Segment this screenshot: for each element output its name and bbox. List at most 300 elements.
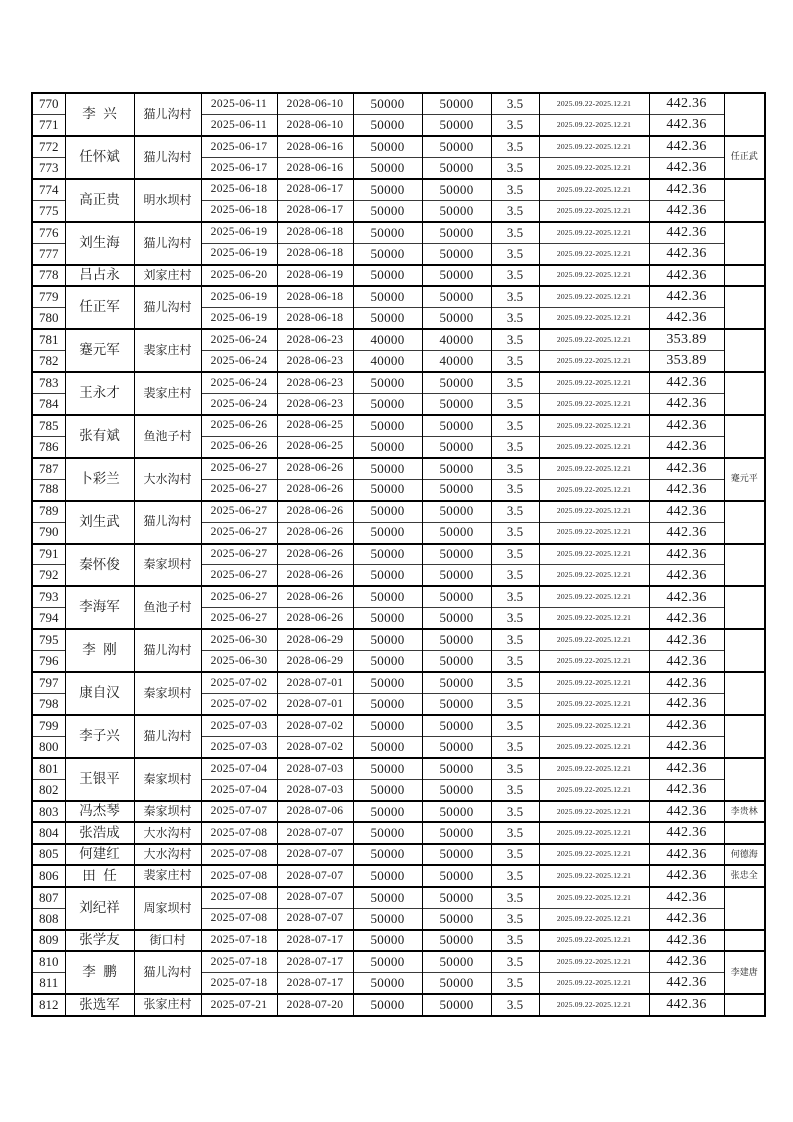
loan-start-date-cell: 2025-06-19	[201, 286, 277, 307]
loan-amount-cell: 50000	[353, 780, 422, 801]
interest-period-cell: 2025.09.22-2025.12.21	[539, 737, 649, 758]
interest-rate-cell: 3.5	[491, 780, 539, 801]
loan-amount-cell: 50000	[353, 994, 422, 1016]
guarantor-name-cell: 何德海	[724, 844, 765, 865]
interest-amount-cell: 442.36	[649, 801, 724, 822]
guarantor-name-cell	[724, 586, 765, 629]
borrower-name-cell: 康自汉	[65, 672, 134, 715]
interest-period-cell: 2025.09.22-2025.12.21	[539, 544, 649, 565]
row-number-cell: 775	[32, 200, 65, 221]
loan-end-date-cell: 2028-07-06	[277, 801, 353, 822]
interest-amount-cell: 353.89	[649, 350, 724, 371]
loan-balance-cell: 50000	[422, 179, 491, 200]
loan-amount-cell: 50000	[353, 522, 422, 543]
table-row	[32, 222, 765, 243]
loan-amount-cell: 50000	[353, 715, 422, 736]
interest-rate-cell: 3.5	[491, 393, 539, 414]
loan-end-date-cell: 2028-07-07	[277, 887, 353, 908]
loan-balance-cell: 50000	[422, 758, 491, 779]
interest-amount-cell: 442.36	[649, 200, 724, 221]
interest-rate-cell: 3.5	[491, 887, 539, 908]
loan-amount-cell: 50000	[353, 458, 422, 479]
interest-amount-cell: 442.36	[649, 930, 724, 951]
loan-start-date-cell: 2025-06-19	[201, 222, 277, 243]
table-row	[32, 286, 765, 307]
borrower-name-cell: 吕占永	[65, 265, 134, 286]
interest-period-cell: 2025.09.22-2025.12.21	[539, 265, 649, 286]
row-number-cell: 807	[32, 887, 65, 908]
interest-period-cell: 2025.09.22-2025.12.21	[539, 951, 649, 972]
loan-start-date-cell: 2025-06-27	[201, 479, 277, 500]
row-number-cell: 804	[32, 822, 65, 843]
loan-start-date-cell: 2025-07-08	[201, 908, 277, 929]
interest-rate-cell: 3.5	[491, 672, 539, 693]
loan-balance-cell: 50000	[422, 737, 491, 758]
row-number-cell: 811	[32, 973, 65, 994]
interest-amount-cell: 442.36	[649, 780, 724, 801]
loan-end-date-cell: 2028-06-18	[277, 308, 353, 329]
row-number-cell: 773	[32, 157, 65, 178]
interest-rate-cell: 3.5	[491, 458, 539, 479]
table-body	[32, 93, 765, 1016]
interest-amount-cell: 442.36	[649, 758, 724, 779]
interest-rate-cell: 3.5	[491, 136, 539, 157]
row-number-cell: 789	[32, 501, 65, 522]
interest-amount-cell: 442.36	[649, 393, 724, 414]
guarantor-name-cell	[724, 501, 765, 544]
row-number-cell: 781	[32, 329, 65, 350]
table-row	[32, 179, 765, 200]
borrower-name-cell: 何建红	[65, 844, 134, 865]
guarantor-name-cell: 任正武	[724, 136, 765, 179]
table-row	[32, 372, 765, 393]
village-name-cell: 裴家庄村	[134, 329, 201, 372]
table-row	[32, 801, 765, 822]
village-name-cell: 大水沟村	[134, 822, 201, 843]
interest-rate-cell: 3.5	[491, 715, 539, 736]
borrower-name-cell: 蹇元军	[65, 329, 134, 372]
loan-end-date-cell: 2028-06-17	[277, 179, 353, 200]
loan-amount-cell: 50000	[353, 608, 422, 629]
guarantor-name-cell	[724, 179, 765, 222]
loan-end-date-cell: 2028-07-17	[277, 973, 353, 994]
loan-start-date-cell: 2025-07-08	[201, 887, 277, 908]
loan-end-date-cell: 2028-07-03	[277, 758, 353, 779]
loan-amount-cell: 50000	[353, 265, 422, 286]
interest-period-cell: 2025.09.22-2025.12.21	[539, 994, 649, 1016]
interest-amount-cell: 442.36	[649, 265, 724, 286]
interest-amount-cell: 442.36	[649, 865, 724, 886]
loan-amount-cell: 50000	[353, 393, 422, 414]
interest-rate-cell: 3.5	[491, 651, 539, 672]
village-name-cell: 猫儿沟村	[134, 951, 201, 994]
loan-balance-cell: 40000	[422, 350, 491, 371]
loan-amount-cell: 50000	[353, 222, 422, 243]
interest-rate-cell: 3.5	[491, 758, 539, 779]
loan-balance-cell: 50000	[422, 544, 491, 565]
interest-period-cell: 2025.09.22-2025.12.21	[539, 565, 649, 586]
loan-amount-cell: 50000	[353, 822, 422, 843]
interest-rate-cell: 3.5	[491, 501, 539, 522]
loan-amount-cell: 50000	[353, 157, 422, 178]
loan-start-date-cell: 2025-07-02	[201, 672, 277, 693]
loan-start-date-cell: 2025-06-27	[201, 608, 277, 629]
interest-period-cell: 2025.09.22-2025.12.21	[539, 415, 649, 436]
interest-period-cell: 2025.09.22-2025.12.21	[539, 479, 649, 500]
row-number-cell: 790	[32, 522, 65, 543]
interest-period-cell: 2025.09.22-2025.12.21	[539, 372, 649, 393]
loan-start-date-cell: 2025-06-11	[201, 93, 277, 114]
guarantor-name-cell	[724, 887, 765, 930]
interest-amount-cell: 442.36	[649, 544, 724, 565]
guarantor-name-cell	[724, 372, 765, 415]
interest-amount-cell: 442.36	[649, 114, 724, 135]
loan-end-date-cell: 2028-06-18	[277, 222, 353, 243]
loan-end-date-cell: 2028-06-25	[277, 436, 353, 457]
village-name-cell: 猫儿沟村	[134, 136, 201, 179]
interest-rate-cell: 3.5	[491, 350, 539, 371]
row-number-cell: 792	[32, 565, 65, 586]
interest-amount-cell: 442.36	[649, 157, 724, 178]
loan-amount-cell: 50000	[353, 629, 422, 650]
loan-balance-cell: 50000	[422, 844, 491, 865]
interest-amount-cell: 442.36	[649, 179, 724, 200]
loan-end-date-cell: 2028-06-16	[277, 136, 353, 157]
borrower-name-cell: 刘纪祥	[65, 887, 134, 930]
loan-end-date-cell: 2028-07-20	[277, 994, 353, 1016]
loan-balance-cell: 50000	[422, 308, 491, 329]
row-number-cell: 800	[32, 737, 65, 758]
interest-amount-cell: 442.36	[649, 222, 724, 243]
loan-start-date-cell: 2025-07-08	[201, 822, 277, 843]
table-row	[32, 265, 765, 286]
table-row	[32, 930, 765, 951]
interest-rate-cell: 3.5	[491, 844, 539, 865]
interest-amount-cell: 442.36	[649, 973, 724, 994]
interest-period-cell: 2025.09.22-2025.12.21	[539, 651, 649, 672]
loan-end-date-cell: 2028-06-18	[277, 243, 353, 264]
interest-rate-cell: 3.5	[491, 737, 539, 758]
borrower-name-cell: 张学友	[65, 930, 134, 951]
interest-period-cell: 2025.09.22-2025.12.21	[539, 715, 649, 736]
loan-amount-cell: 50000	[353, 243, 422, 264]
village-name-cell: 秦家坝村	[134, 672, 201, 715]
table-row	[32, 672, 765, 693]
village-name-cell: 猫儿沟村	[134, 715, 201, 758]
interest-amount-cell: 442.36	[649, 715, 724, 736]
village-name-cell: 裴家庄村	[134, 865, 201, 886]
interest-period-cell: 2025.09.22-2025.12.21	[539, 136, 649, 157]
interest-period-cell: 2025.09.22-2025.12.21	[539, 222, 649, 243]
interest-amount-cell: 442.36	[649, 822, 724, 843]
loan-amount-cell: 50000	[353, 758, 422, 779]
row-number-cell: 799	[32, 715, 65, 736]
loan-balance-cell: 50000	[422, 222, 491, 243]
row-number-cell: 782	[32, 350, 65, 371]
loan-start-date-cell: 2025-06-24	[201, 393, 277, 414]
interest-amount-cell: 442.36	[649, 458, 724, 479]
loan-start-date-cell: 2025-06-24	[201, 329, 277, 350]
loan-end-date-cell: 2028-07-07	[277, 822, 353, 843]
interest-period-cell: 2025.09.22-2025.12.21	[539, 930, 649, 951]
loan-end-date-cell: 2028-06-18	[277, 286, 353, 307]
loan-balance-cell: 50000	[422, 715, 491, 736]
village-name-cell: 秦家坝村	[134, 801, 201, 822]
interest-rate-cell: 3.5	[491, 436, 539, 457]
interest-amount-cell: 442.36	[649, 844, 724, 865]
loan-start-date-cell: 2025-06-19	[201, 243, 277, 264]
guarantor-name-cell: 李建唐	[724, 951, 765, 994]
loan-amount-cell: 50000	[353, 908, 422, 929]
loan-start-date-cell: 2025-06-18	[201, 179, 277, 200]
guarantor-name-cell	[724, 222, 765, 265]
guarantor-name-cell	[724, 544, 765, 587]
loan-balance-cell: 50000	[422, 265, 491, 286]
row-number-cell: 786	[32, 436, 65, 457]
interest-rate-cell: 3.5	[491, 951, 539, 972]
loan-start-date-cell: 2025-07-04	[201, 758, 277, 779]
table-row	[32, 586, 765, 607]
loan-amount-cell: 50000	[353, 951, 422, 972]
village-name-cell: 刘家庄村	[134, 265, 201, 286]
loan-amount-cell: 50000	[353, 565, 422, 586]
loan-start-date-cell: 2025-06-17	[201, 157, 277, 178]
borrower-name-cell: 李鹏	[65, 951, 134, 994]
loan-end-date-cell: 2028-07-02	[277, 737, 353, 758]
loan-amount-cell: 50000	[353, 544, 422, 565]
loan-end-date-cell: 2028-07-01	[277, 694, 353, 715]
loan-end-date-cell: 2028-06-26	[277, 565, 353, 586]
village-name-cell: 明水坝村	[134, 179, 201, 222]
interest-rate-cell: 3.5	[491, 415, 539, 436]
village-name-cell: 鱼池子村	[134, 415, 201, 458]
row-number-cell: 796	[32, 651, 65, 672]
row-number-cell: 805	[32, 844, 65, 865]
interest-period-cell: 2025.09.22-2025.12.21	[539, 586, 649, 607]
loan-balance-cell: 50000	[422, 908, 491, 929]
interest-rate-cell: 3.5	[491, 200, 539, 221]
interest-period-cell: 2025.09.22-2025.12.21	[539, 865, 649, 886]
interest-rate-cell: 3.5	[491, 973, 539, 994]
interest-period-cell: 2025.09.22-2025.12.21	[539, 672, 649, 693]
table-row	[32, 629, 765, 650]
loan-balance-cell: 50000	[422, 994, 491, 1016]
interest-period-cell: 2025.09.22-2025.12.21	[539, 436, 649, 457]
interest-rate-cell: 3.5	[491, 479, 539, 500]
village-name-cell: 街口村	[134, 930, 201, 951]
interest-amount-cell: 442.36	[649, 887, 724, 908]
interest-period-cell: 2025.09.22-2025.12.21	[539, 801, 649, 822]
loan-amount-cell: 50000	[353, 479, 422, 500]
village-name-cell: 猫儿沟村	[134, 286, 201, 329]
table-row	[32, 544, 765, 565]
loan-balance-cell: 50000	[422, 415, 491, 436]
row-number-cell: 802	[32, 780, 65, 801]
interest-amount-cell: 442.36	[649, 522, 724, 543]
loan-balance-cell: 50000	[422, 522, 491, 543]
borrower-name-cell: 任正军	[65, 286, 134, 329]
table-row	[32, 415, 765, 436]
loan-records-table	[31, 92, 766, 1017]
loan-end-date-cell: 2028-06-29	[277, 629, 353, 650]
loan-balance-cell: 50000	[422, 780, 491, 801]
loan-start-date-cell: 2025-06-27	[201, 458, 277, 479]
loan-amount-cell: 50000	[353, 436, 422, 457]
loan-amount-cell: 50000	[353, 136, 422, 157]
interest-period-cell: 2025.09.22-2025.12.21	[539, 844, 649, 865]
row-number-cell: 809	[32, 930, 65, 951]
interest-amount-cell: 442.36	[649, 586, 724, 607]
loan-balance-cell: 50000	[422, 865, 491, 886]
loan-end-date-cell: 2028-06-25	[277, 415, 353, 436]
interest-amount-cell: 442.36	[649, 372, 724, 393]
borrower-name-cell: 张浩成	[65, 822, 134, 843]
row-number-cell: 810	[32, 951, 65, 972]
interest-period-cell: 2025.09.22-2025.12.21	[539, 629, 649, 650]
loan-start-date-cell: 2025-07-07	[201, 801, 277, 822]
row-number-cell: 772	[32, 136, 65, 157]
interest-period-cell: 2025.09.22-2025.12.21	[539, 973, 649, 994]
interest-rate-cell: 3.5	[491, 565, 539, 586]
interest-rate-cell: 3.5	[491, 822, 539, 843]
village-name-cell: 秦家坝村	[134, 758, 201, 801]
table-row	[32, 865, 765, 886]
guarantor-name-cell	[724, 672, 765, 715]
borrower-name-cell: 任怀斌	[65, 136, 134, 179]
loan-end-date-cell: 2028-06-26	[277, 522, 353, 543]
loan-amount-cell: 50000	[353, 501, 422, 522]
table-row	[32, 458, 765, 479]
loan-start-date-cell: 2025-07-08	[201, 865, 277, 886]
loan-start-date-cell: 2025-06-27	[201, 586, 277, 607]
table-row	[32, 136, 765, 157]
interest-period-cell: 2025.09.22-2025.12.21	[539, 114, 649, 135]
loan-start-date-cell: 2025-06-24	[201, 350, 277, 371]
row-number-cell: 793	[32, 586, 65, 607]
row-number-cell: 771	[32, 114, 65, 135]
interest-rate-cell: 3.5	[491, 308, 539, 329]
guarantor-name-cell	[724, 329, 765, 372]
guarantor-name-cell	[724, 822, 765, 843]
village-name-cell: 秦家坝村	[134, 544, 201, 587]
village-name-cell: 张家庄村	[134, 994, 201, 1016]
guarantor-name-cell	[724, 93, 765, 136]
interest-period-cell: 2025.09.22-2025.12.21	[539, 329, 649, 350]
borrower-name-cell: 李子兴	[65, 715, 134, 758]
interest-amount-cell: 442.36	[649, 994, 724, 1016]
interest-rate-cell: 3.5	[491, 629, 539, 650]
loan-balance-cell: 40000	[422, 329, 491, 350]
interest-rate-cell: 3.5	[491, 243, 539, 264]
loan-balance-cell: 50000	[422, 479, 491, 500]
village-name-cell: 猫儿沟村	[134, 629, 201, 672]
borrower-name-cell: 冯杰琴	[65, 801, 134, 822]
table-row	[32, 93, 765, 114]
loan-balance-cell: 50000	[422, 157, 491, 178]
loan-end-date-cell: 2028-06-26	[277, 479, 353, 500]
loan-start-date-cell: 2025-07-03	[201, 715, 277, 736]
loan-start-date-cell: 2025-06-27	[201, 501, 277, 522]
interest-period-cell: 2025.09.22-2025.12.21	[539, 887, 649, 908]
interest-amount-cell: 442.36	[649, 951, 724, 972]
loan-balance-cell: 50000	[422, 393, 491, 414]
loan-amount-cell: 50000	[353, 887, 422, 908]
loan-start-date-cell: 2025-06-27	[201, 522, 277, 543]
loan-start-date-cell: 2025-07-04	[201, 780, 277, 801]
loan-start-date-cell: 2025-07-18	[201, 973, 277, 994]
loan-balance-cell: 50000	[422, 136, 491, 157]
loan-end-date-cell: 2028-06-23	[277, 350, 353, 371]
row-number-cell: 812	[32, 994, 65, 1016]
table-row	[32, 758, 765, 779]
loan-amount-cell: 50000	[353, 200, 422, 221]
loan-start-date-cell: 2025-07-03	[201, 737, 277, 758]
interest-period-cell: 2025.09.22-2025.12.21	[539, 179, 649, 200]
loan-balance-cell: 50000	[422, 586, 491, 607]
interest-period-cell: 2025.09.22-2025.12.21	[539, 243, 649, 264]
loan-balance-cell: 50000	[422, 930, 491, 951]
loan-amount-cell: 50000	[353, 586, 422, 607]
loan-balance-cell: 50000	[422, 565, 491, 586]
loan-end-date-cell: 2028-07-03	[277, 780, 353, 801]
loan-amount-cell: 50000	[353, 372, 422, 393]
interest-period-cell: 2025.09.22-2025.12.21	[539, 157, 649, 178]
borrower-name-cell: 田任	[65, 865, 134, 886]
village-name-cell: 大水沟村	[134, 844, 201, 865]
loan-amount-cell: 50000	[353, 801, 422, 822]
loan-balance-cell: 50000	[422, 694, 491, 715]
village-name-cell: 鱼池子村	[134, 586, 201, 629]
table-row	[32, 501, 765, 522]
guarantor-name-cell: 蹇元平	[724, 458, 765, 501]
village-name-cell: 猫儿沟村	[134, 93, 201, 136]
row-number-cell: 794	[32, 608, 65, 629]
loan-end-date-cell: 2028-07-17	[277, 930, 353, 951]
interest-amount-cell: 442.36	[649, 737, 724, 758]
loan-balance-cell: 50000	[422, 887, 491, 908]
loan-start-date-cell: 2025-07-18	[201, 930, 277, 951]
interest-rate-cell: 3.5	[491, 157, 539, 178]
loan-end-date-cell: 2028-06-26	[277, 458, 353, 479]
loan-balance-cell: 50000	[422, 629, 491, 650]
loan-end-date-cell: 2028-07-07	[277, 865, 353, 886]
loan-end-date-cell: 2028-06-23	[277, 329, 353, 350]
loan-end-date-cell: 2028-06-29	[277, 651, 353, 672]
loan-amount-cell: 50000	[353, 930, 422, 951]
interest-period-cell: 2025.09.22-2025.12.21	[539, 501, 649, 522]
loan-balance-cell: 50000	[422, 822, 491, 843]
loan-balance-cell: 50000	[422, 200, 491, 221]
loan-start-date-cell: 2025-06-27	[201, 565, 277, 586]
guarantor-name-cell	[724, 930, 765, 951]
loan-end-date-cell: 2028-07-01	[277, 672, 353, 693]
loan-start-date-cell: 2025-07-18	[201, 951, 277, 972]
interest-period-cell: 2025.09.22-2025.12.21	[539, 350, 649, 371]
interest-amount-cell: 442.36	[649, 651, 724, 672]
loan-start-date-cell: 2025-06-20	[201, 265, 277, 286]
loan-start-date-cell: 2025-06-30	[201, 651, 277, 672]
loan-balance-cell: 50000	[422, 286, 491, 307]
loan-amount-cell: 50000	[353, 737, 422, 758]
loan-amount-cell: 50000	[353, 651, 422, 672]
loan-start-date-cell: 2025-07-21	[201, 994, 277, 1016]
interest-rate-cell: 3.5	[491, 908, 539, 929]
loan-end-date-cell: 2028-07-07	[277, 844, 353, 865]
loan-end-date-cell: 2028-07-07	[277, 908, 353, 929]
row-number-cell: 808	[32, 908, 65, 929]
loan-amount-cell: 50000	[353, 286, 422, 307]
loan-amount-cell: 50000	[353, 694, 422, 715]
